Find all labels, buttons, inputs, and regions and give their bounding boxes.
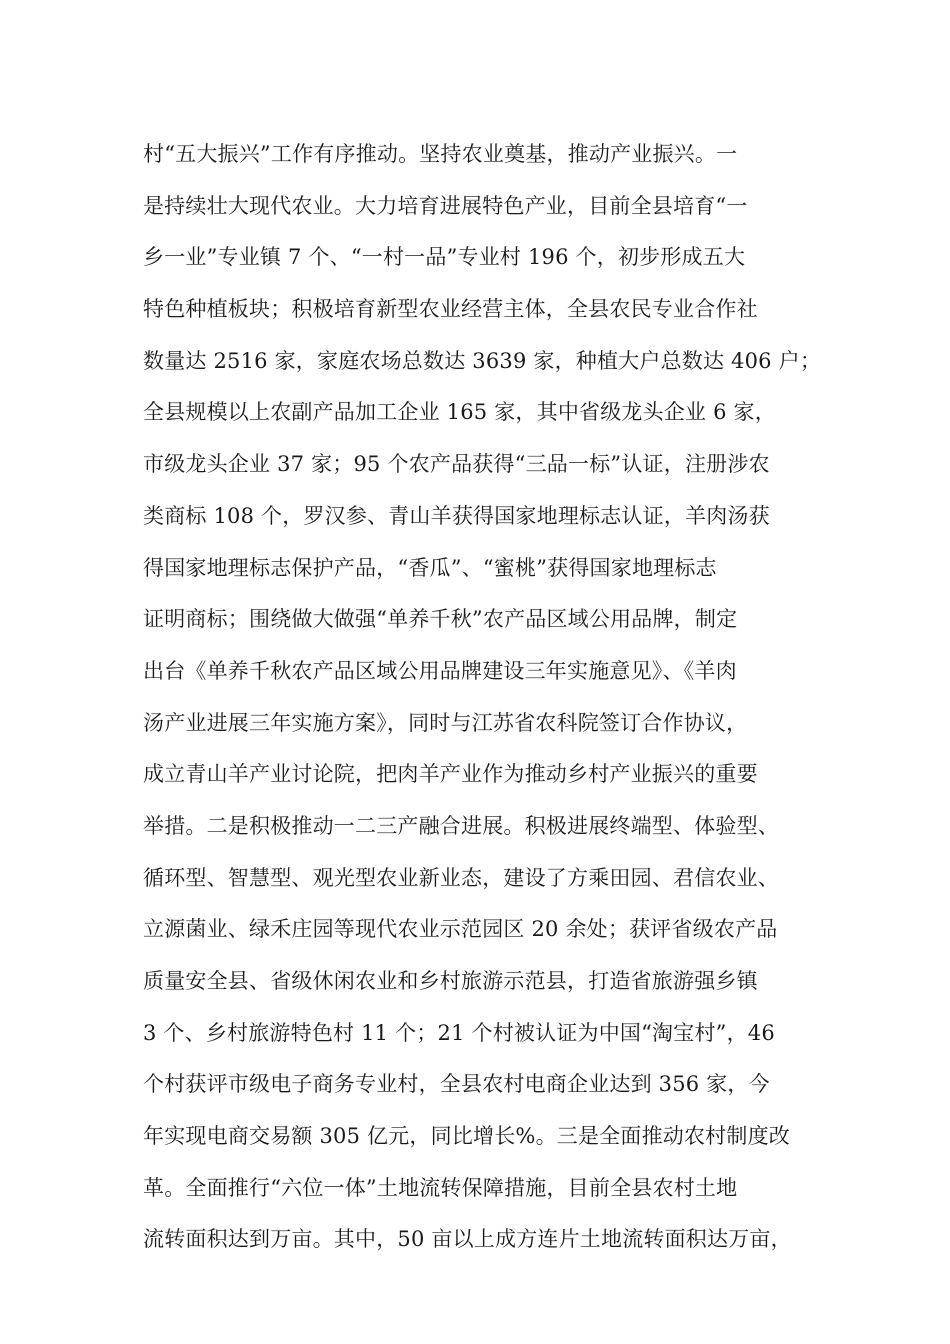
text-line: 立源菌业、绿禾庄园等现代农业示范园区 20 余处；获评省级农产品 <box>143 917 778 942</box>
text-line: 乡一业”专业镇 7 个、“一村一品”专业村 196 个，初步形成五大 <box>143 245 746 270</box>
text-line: 质量安全县、省级休闲农业和乡村旅游示范县，打造省旅游强乡镇 <box>143 969 758 993</box>
text-line: 市级龙头企业 37 家；95 个农产品获得“三品一标”认证，注册涉农 <box>143 452 770 477</box>
text-line: 是持续壮大现代农业。大力培育进展特色产业，目前全县培育“一 <box>143 193 748 218</box>
text-line: 汤产业进展三年实施方案》，同时与江苏省农科院签订合作协议， <box>143 710 748 735</box>
text-line: 循环型、智慧型、观光型农业新业态，建设了方乘田园、君信农业、 <box>143 865 779 890</box>
text-line: 全县规模以上农副产品加工企业 165 家，其中省级龙头企业 6 家， <box>143 400 776 425</box>
text-line: 成立青山羊产业讨论院，把肉羊产业作为推动乡村产业振兴的重要 <box>143 762 758 787</box>
text-line: 数量达 2516 家，家庭农场总数达 3639 家，种植大户总数达 406 户； <box>143 348 822 373</box>
text-line: 村“五大振兴”工作有序推动。坚持农业奠基，推动产业振兴。一 <box>143 142 738 166</box>
body-paragraph <box>143 129 823 1266</box>
text-line: 革。全面推行“六位一体”土地流转保障措施，目前全县农村土地 <box>143 1175 738 1200</box>
text-line: 年实现电商交易额 305 亿元，同比增长%。三是全面推动农村制度改 <box>143 1124 790 1149</box>
text-line: 类商标 108 个，罗汉参、青山羊获得国家地理标志认证，羊肉汤获 <box>143 503 770 528</box>
text-line: 证明商标；围绕做大做强“单养千秋”农产品区域公用品牌，制定 <box>143 607 738 632</box>
text-line: 出台《单养千秋农产品区域公用品牌建设三年实施意见》、《羊肉 <box>143 658 737 683</box>
text-line: 个村获评市级电子商务专业村，全县农村电商企业达到 356 家，今 <box>143 1072 770 1097</box>
text-line: 流转面积达到万亩。其中，50 亩以上成方连片土地流转面积达万亩， <box>143 1227 792 1252</box>
text-line: 特色种植板块；积极培育新型农业经营主体，全县农民专业合作社 <box>143 297 758 322</box>
text-line: 3 个、乡村旅游特色村 11 个；21 个村被认证为中国“淘宝村”，46 <box>143 1020 775 1045</box>
text-line: 举措。二是积极推动一二三产融合进展。积极进展终端型、体验型、 <box>143 813 779 838</box>
text-line: 得国家地理标志保护产品，“香瓜”、“蜜桃”获得国家地理标志 <box>143 555 717 580</box>
